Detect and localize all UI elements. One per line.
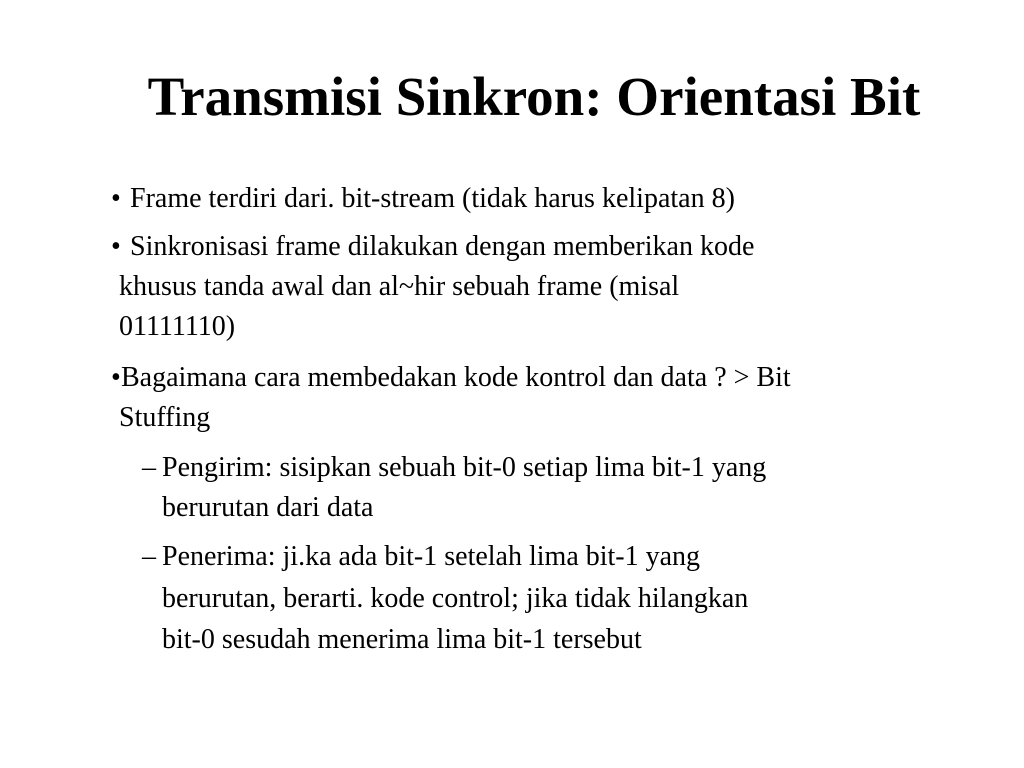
subbullet-1-marker: – <box>142 452 156 483</box>
subbullet-2-line-2: berurutan, berarti. kode control; jika tidak hilangkan <box>162 583 749 614</box>
subbullet-1-line-1: Pengirim: sisipkan sebuah bit-0 setiap lima bit-1 yang <box>162 452 767 483</box>
subbullet-2-marker: – <box>142 541 156 572</box>
subbullet-1-line-2: berurutan dari data <box>162 492 374 523</box>
bullet-2-line-3: 01111110) <box>119 311 236 342</box>
bullet-3-marker: • <box>111 362 121 393</box>
bullet-2-line-2: khusus tanda awal dan al~hir sebuah frame (misal <box>119 271 680 302</box>
bullet-3-line-1: Bagaimana cara membedakan kode kontrol dan data ? > Bit <box>121 362 791 393</box>
bullet-1-marker: • <box>111 183 121 214</box>
subbullet-2-line-1: Penerima: ji.ka ada bit-1 setelah lima bit-1 yang <box>162 541 701 572</box>
bullet-3-line-2: Stuffing <box>119 402 211 433</box>
slide-title: Transmisi Sinkron: Orientasi Bit <box>147 66 921 127</box>
subbullet-2-line-3: bit-0 sesudah menerima lima bit-1 tersebut <box>162 624 642 655</box>
bullet-1-line-1: Frame terdiri dari. bit-stream (tidak harus kelipatan 8) <box>130 183 735 214</box>
bullet-2-line-1: Sinkronisasi frame dilakukan dengan memberikan kode <box>130 231 755 262</box>
bullet-2-marker: • <box>111 231 121 262</box>
